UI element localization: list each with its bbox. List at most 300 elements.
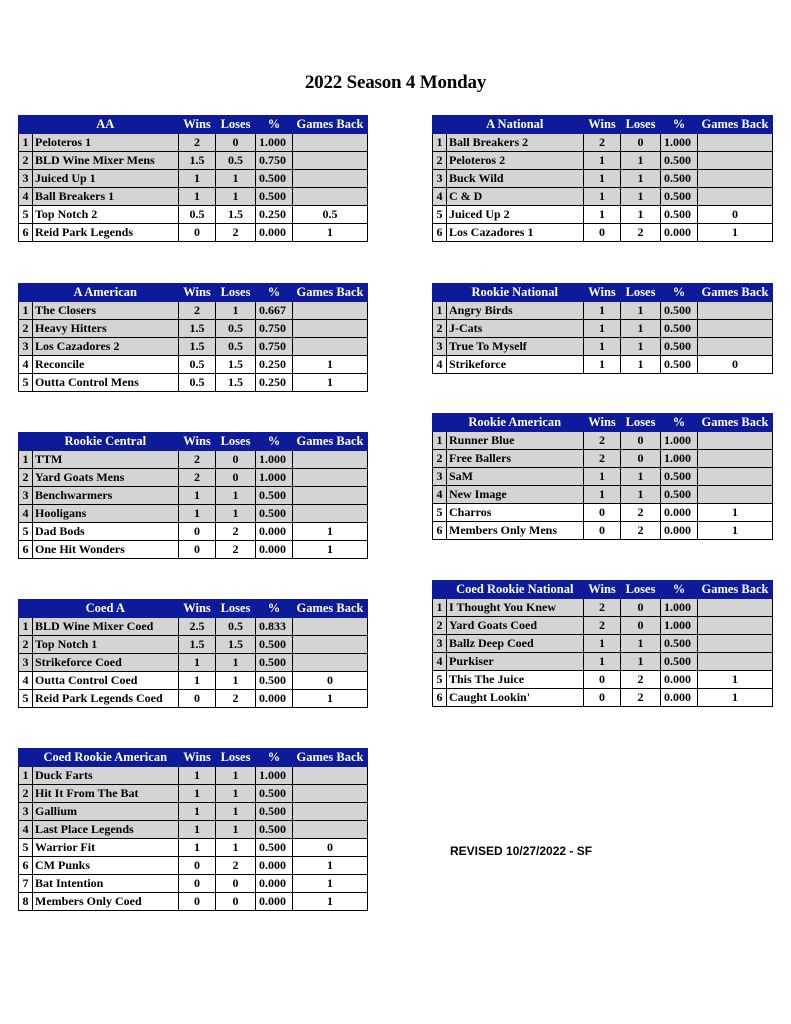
rank-cell: 4 (19, 505, 33, 523)
loses-header: Loses (621, 414, 661, 432)
team-name: Strikeforce Coed (33, 654, 179, 672)
wins-cell: 1 (584, 486, 621, 504)
table-row (19, 857, 368, 875)
loses-cell: 2 (216, 690, 256, 708)
loses-cell: 1 (216, 767, 256, 785)
table-row (19, 451, 368, 469)
loses-cell: 0 (621, 599, 661, 617)
wins-cell: 0 (179, 523, 216, 541)
table-header-row (19, 433, 368, 451)
wins-cell: 1 (179, 785, 216, 803)
wins-cell: 1 (179, 672, 216, 690)
wins-cell: 2 (179, 302, 216, 320)
wins-cell: 1 (179, 188, 216, 206)
pct-cell: 0.000 (256, 893, 293, 911)
pct-cell: 0.000 (256, 523, 293, 541)
games-back-cell: 1 (698, 671, 773, 689)
rank-cell: 3 (19, 654, 33, 672)
table-header-row (433, 284, 773, 302)
pct-cell: 0.500 (256, 785, 293, 803)
team-name: BLD Wine Mixer Mens (33, 152, 179, 170)
pct-cell: 0.500 (661, 486, 698, 504)
table-header-row (19, 284, 368, 302)
loses-cell: 2 (216, 857, 256, 875)
loses-cell: 0.5 (216, 618, 256, 636)
table-header-row (19, 600, 368, 618)
rank-cell: 1 (433, 302, 447, 320)
games-back-header: Games Back (293, 433, 368, 451)
loses-cell: 0 (216, 469, 256, 487)
rank-cell: 2 (433, 450, 447, 468)
table-row (19, 893, 368, 911)
wins-cell: 2 (179, 134, 216, 152)
wins-cell: 0.5 (179, 356, 216, 374)
rank-header (19, 749, 33, 767)
team-name: Top Notch 2 (33, 206, 179, 224)
rank-cell: 4 (433, 188, 447, 206)
loses-cell: 0 (621, 450, 661, 468)
games-back-cell (698, 635, 773, 653)
wins-cell: 0 (179, 875, 216, 893)
standings-table (432, 283, 773, 374)
rank-cell: 5 (19, 206, 33, 224)
loses-cell: 2 (621, 671, 661, 689)
team-name: Charros (447, 504, 584, 522)
table-row (19, 134, 368, 152)
games-back-cell: 1 (293, 523, 368, 541)
team-name: Los Cazadores 2 (33, 338, 179, 356)
loses-cell: 1.5 (216, 636, 256, 654)
games-back-cell (698, 188, 773, 206)
team-name: Benchwarmers (33, 487, 179, 505)
loses-cell: 1 (216, 785, 256, 803)
games-back-cell (698, 617, 773, 635)
loses-cell: 1 (216, 821, 256, 839)
wins-cell: 0.5 (179, 206, 216, 224)
rank-header (433, 414, 447, 432)
rank-header (19, 600, 33, 618)
wins-cell: 0 (584, 522, 621, 540)
team-name: Gallium (33, 803, 179, 821)
pct-cell: 0.000 (256, 541, 293, 559)
games-back-header: Games Back (293, 600, 368, 618)
pct-cell: 0.250 (256, 206, 293, 224)
wins-cell: 0 (584, 689, 621, 707)
rank-header (19, 116, 33, 134)
games-back-cell (293, 505, 368, 523)
table-row (19, 206, 368, 224)
rank-cell: 6 (19, 541, 33, 559)
loses-cell: 1 (621, 635, 661, 653)
pct-header: % (256, 600, 293, 618)
games-back-header: Games Back (698, 116, 773, 134)
division-name: A American (33, 284, 179, 302)
wins-header: Wins (584, 414, 621, 432)
wins-cell: 2 (584, 450, 621, 468)
pct-cell: 0.000 (256, 690, 293, 708)
team-name: Outta Control Coed (33, 672, 179, 690)
rank-cell: 5 (19, 374, 33, 392)
table-row (19, 356, 368, 374)
table-row (19, 618, 368, 636)
pct-header: % (256, 433, 293, 451)
pct-header: % (256, 749, 293, 767)
wins-cell: 2 (179, 469, 216, 487)
team-name: Juiced Up 1 (33, 170, 179, 188)
rank-cell: 6 (433, 522, 447, 540)
games-back-cell (293, 320, 368, 338)
wins-cell: 0 (179, 224, 216, 242)
wins-cell: 0 (179, 857, 216, 875)
wins-cell: 1 (584, 320, 621, 338)
team-name: New Image (447, 486, 584, 504)
rank-header (433, 116, 447, 134)
rank-cell: 6 (433, 224, 447, 242)
pct-cell: 0.500 (661, 653, 698, 671)
table-row (19, 188, 368, 206)
table-row (433, 635, 773, 653)
pct-cell: 0.000 (661, 224, 698, 242)
loses-cell: 0 (216, 893, 256, 911)
rank-cell: 3 (19, 803, 33, 821)
table-row (433, 170, 773, 188)
table-header-row (433, 581, 773, 599)
wins-cell: 1 (179, 170, 216, 188)
standings-table (432, 115, 773, 242)
team-name: The Closers (33, 302, 179, 320)
team-name: Los Cazadores 1 (447, 224, 584, 242)
table-row (19, 767, 368, 785)
wins-cell: 1 (179, 767, 216, 785)
games-back-cell (293, 654, 368, 672)
loses-cell: 0.5 (216, 152, 256, 170)
page-title: 2022 Season 4 Monday (304, 72, 487, 93)
games-back-cell (293, 152, 368, 170)
wins-cell: 1 (584, 635, 621, 653)
games-back-cell (293, 785, 368, 803)
games-back-header: Games Back (293, 749, 368, 767)
division-name: Rookie National (447, 284, 584, 302)
loses-cell: 2 (216, 224, 256, 242)
loses-cell: 1 (621, 320, 661, 338)
table-row (433, 653, 773, 671)
loses-cell: 2 (216, 523, 256, 541)
games-back-header: Games Back (698, 581, 773, 599)
team-name: Caught Lookin' (447, 689, 584, 707)
table-row (433, 671, 773, 689)
rank-cell: 3 (433, 468, 447, 486)
division-name: Rookie American (447, 414, 584, 432)
rank-cell: 3 (19, 487, 33, 505)
wins-cell: 0 (179, 690, 216, 708)
rank-cell: 4 (433, 486, 447, 504)
pct-cell: 1.000 (661, 134, 698, 152)
table-row (433, 432, 773, 450)
wins-cell: 2 (584, 617, 621, 635)
games-back-cell: 0 (293, 672, 368, 690)
loses-cell: 1.5 (216, 206, 256, 224)
loses-header: Loses (216, 749, 256, 767)
table-row (433, 206, 773, 224)
rank-cell: 5 (433, 671, 447, 689)
rank-cell: 2 (19, 320, 33, 338)
pct-cell: 1.000 (661, 450, 698, 468)
games-back-cell (293, 821, 368, 839)
rank-header (433, 284, 447, 302)
wins-cell: 2 (584, 134, 621, 152)
pct-cell: 1.000 (256, 451, 293, 469)
games-back-header: Games Back (293, 116, 368, 134)
wins-header: Wins (179, 749, 216, 767)
table-row (433, 320, 773, 338)
table-header-row (19, 749, 368, 767)
loses-cell: 2 (621, 689, 661, 707)
rank-cell: 3 (433, 338, 447, 356)
loses-cell: 1 (216, 188, 256, 206)
rank-cell: 5 (19, 839, 33, 857)
games-back-cell (698, 170, 773, 188)
team-name: Bat Intention (33, 875, 179, 893)
table-row (19, 785, 368, 803)
team-name: TTM (33, 451, 179, 469)
rank-cell: 1 (433, 432, 447, 450)
wins-cell: 0 (179, 893, 216, 911)
games-back-cell (293, 302, 368, 320)
pct-cell: 0.250 (256, 356, 293, 374)
team-name: Free Ballers (447, 450, 584, 468)
table-row (19, 654, 368, 672)
team-name: Top Notch 1 (33, 636, 179, 654)
table-row (19, 170, 368, 188)
team-name: Hit It From The Bat (33, 785, 179, 803)
loses-cell: 0.5 (216, 320, 256, 338)
table-row (19, 636, 368, 654)
loses-header: Loses (621, 581, 661, 599)
rank-cell: 5 (433, 206, 447, 224)
games-back-cell: 1 (698, 224, 773, 242)
rank-cell: 2 (433, 320, 447, 338)
team-name: Ballz Deep Coed (447, 635, 584, 653)
rank-cell: 4 (19, 188, 33, 206)
team-name: Strikeforce (447, 356, 584, 374)
loses-cell: 1 (621, 468, 661, 486)
rank-cell: 2 (19, 785, 33, 803)
table-row (19, 469, 368, 487)
pct-cell: 0.500 (661, 152, 698, 170)
loses-cell: 0 (621, 134, 661, 152)
games-back-cell (293, 636, 368, 654)
games-back-cell (293, 767, 368, 785)
loses-cell: 1 (216, 839, 256, 857)
table-row (433, 338, 773, 356)
pct-cell: 0.000 (256, 857, 293, 875)
wins-header: Wins (584, 284, 621, 302)
games-back-header: Games Back (698, 414, 773, 432)
loses-header: Loses (216, 600, 256, 618)
loses-cell: 1.5 (216, 356, 256, 374)
pct-cell: 0.000 (256, 875, 293, 893)
rank-cell: 1 (19, 134, 33, 152)
loses-cell: 0 (621, 432, 661, 450)
wins-cell: 1 (179, 821, 216, 839)
rank-cell: 4 (19, 356, 33, 374)
loses-header: Loses (216, 284, 256, 302)
games-back-header: Games Back (293, 284, 368, 302)
rank-cell: 1 (19, 451, 33, 469)
team-name: Hooligans (33, 505, 179, 523)
games-back-cell (698, 320, 773, 338)
rank-cell: 4 (433, 653, 447, 671)
rank-cell: 2 (19, 469, 33, 487)
loses-cell: 1 (216, 170, 256, 188)
games-back-cell: 1 (293, 541, 368, 559)
loses-header: Loses (216, 433, 256, 451)
rank-cell: 7 (19, 875, 33, 893)
loses-cell: 1 (621, 206, 661, 224)
games-back-cell: 1 (293, 875, 368, 893)
wins-cell: 2 (179, 451, 216, 469)
division-name: Coed A (33, 600, 179, 618)
wins-cell: 1 (584, 338, 621, 356)
division-name: Coed Rookie American (33, 749, 179, 767)
pct-header: % (661, 116, 698, 134)
loses-cell: 1 (216, 505, 256, 523)
pct-cell: 0.500 (256, 821, 293, 839)
table-row (433, 504, 773, 522)
table-row (433, 486, 773, 504)
games-back-cell (698, 468, 773, 486)
games-back-cell: 1 (293, 690, 368, 708)
pct-header: % (256, 116, 293, 134)
pct-cell: 1.000 (661, 617, 698, 635)
loses-cell: 1 (216, 654, 256, 672)
division-name: Rookie Central (33, 433, 179, 451)
pct-cell: 0.500 (256, 487, 293, 505)
standings-table (18, 283, 368, 392)
pct-cell: 0.000 (661, 504, 698, 522)
wins-cell: 0 (584, 224, 621, 242)
table-row (19, 338, 368, 356)
loses-cell: 1 (621, 302, 661, 320)
table-row (19, 541, 368, 559)
rank-cell: 2 (19, 152, 33, 170)
rank-cell: 1 (19, 618, 33, 636)
table-row (19, 839, 368, 857)
rank-cell: 6 (19, 224, 33, 242)
table-row (19, 821, 368, 839)
table-header-row (433, 116, 773, 134)
team-name: J-Cats (447, 320, 584, 338)
pct-header: % (661, 284, 698, 302)
team-name: Reid Park Legends Coed (33, 690, 179, 708)
pct-cell: 0.750 (256, 338, 293, 356)
pct-cell: 0.750 (256, 152, 293, 170)
pct-cell: 0.667 (256, 302, 293, 320)
loses-cell: 1 (621, 356, 661, 374)
games-back-cell: 1 (698, 689, 773, 707)
games-back-cell (293, 618, 368, 636)
loses-cell: 1 (621, 152, 661, 170)
table-row (433, 302, 773, 320)
games-back-cell (698, 338, 773, 356)
wins-cell: 0.5 (179, 374, 216, 392)
pct-cell: 0.500 (661, 468, 698, 486)
pct-cell: 0.500 (256, 839, 293, 857)
table-row (19, 374, 368, 392)
table-row (433, 188, 773, 206)
wins-cell: 1 (584, 152, 621, 170)
wins-cell: 0 (584, 504, 621, 522)
pct-header: % (661, 581, 698, 599)
loses-cell: 2 (621, 504, 661, 522)
rank-cell: 2 (433, 152, 447, 170)
pct-cell: 0.500 (661, 320, 698, 338)
table-row (19, 523, 368, 541)
division-name: AA (33, 116, 179, 134)
games-back-cell (698, 432, 773, 450)
standings-table (432, 580, 773, 707)
loses-cell: 0 (216, 875, 256, 893)
loses-cell: 1 (621, 338, 661, 356)
division-name: A National (447, 116, 584, 134)
loses-cell: 1 (216, 803, 256, 821)
wins-cell: 1 (584, 468, 621, 486)
rank-cell: 1 (19, 302, 33, 320)
games-back-cell (698, 134, 773, 152)
rank-cell: 1 (433, 599, 447, 617)
pct-cell: 0.500 (256, 636, 293, 654)
wins-cell: 1.5 (179, 320, 216, 338)
wins-cell: 2.5 (179, 618, 216, 636)
rank-cell: 5 (19, 523, 33, 541)
team-name: I Thought You Knew (447, 599, 584, 617)
wins-header: Wins (179, 284, 216, 302)
games-back-cell (698, 302, 773, 320)
table-row (19, 224, 368, 242)
wins-cell: 1 (584, 653, 621, 671)
pct-cell: 0.500 (661, 338, 698, 356)
loses-cell: 1 (216, 487, 256, 505)
pct-cell: 0.000 (661, 522, 698, 540)
wins-header: Wins (179, 433, 216, 451)
pct-cell: 0.833 (256, 618, 293, 636)
rank-cell: 3 (19, 338, 33, 356)
team-name: Purkiser (447, 653, 584, 671)
pct-header: % (661, 414, 698, 432)
team-name: True To Myself (447, 338, 584, 356)
games-back-cell (293, 469, 368, 487)
pct-cell: 0.250 (256, 374, 293, 392)
games-back-cell (293, 338, 368, 356)
loses-cell: 1 (621, 653, 661, 671)
wins-header: Wins (584, 581, 621, 599)
games-back-cell: 0 (698, 356, 773, 374)
pct-cell: 0.500 (661, 356, 698, 374)
table-row (19, 505, 368, 523)
team-name: Reid Park Legends (33, 224, 179, 242)
standings-table (18, 599, 368, 708)
table-row (433, 152, 773, 170)
team-name: Duck Farts (33, 767, 179, 785)
table-row (433, 356, 773, 374)
pct-header: % (256, 284, 293, 302)
pct-cell: 0.500 (256, 672, 293, 690)
rank-cell: 4 (19, 821, 33, 839)
standings-table (18, 115, 368, 242)
loses-cell: 2 (216, 541, 256, 559)
revised-note: REVISED 10/27/2022 - SF (450, 844, 593, 858)
pct-cell: 0.000 (661, 671, 698, 689)
